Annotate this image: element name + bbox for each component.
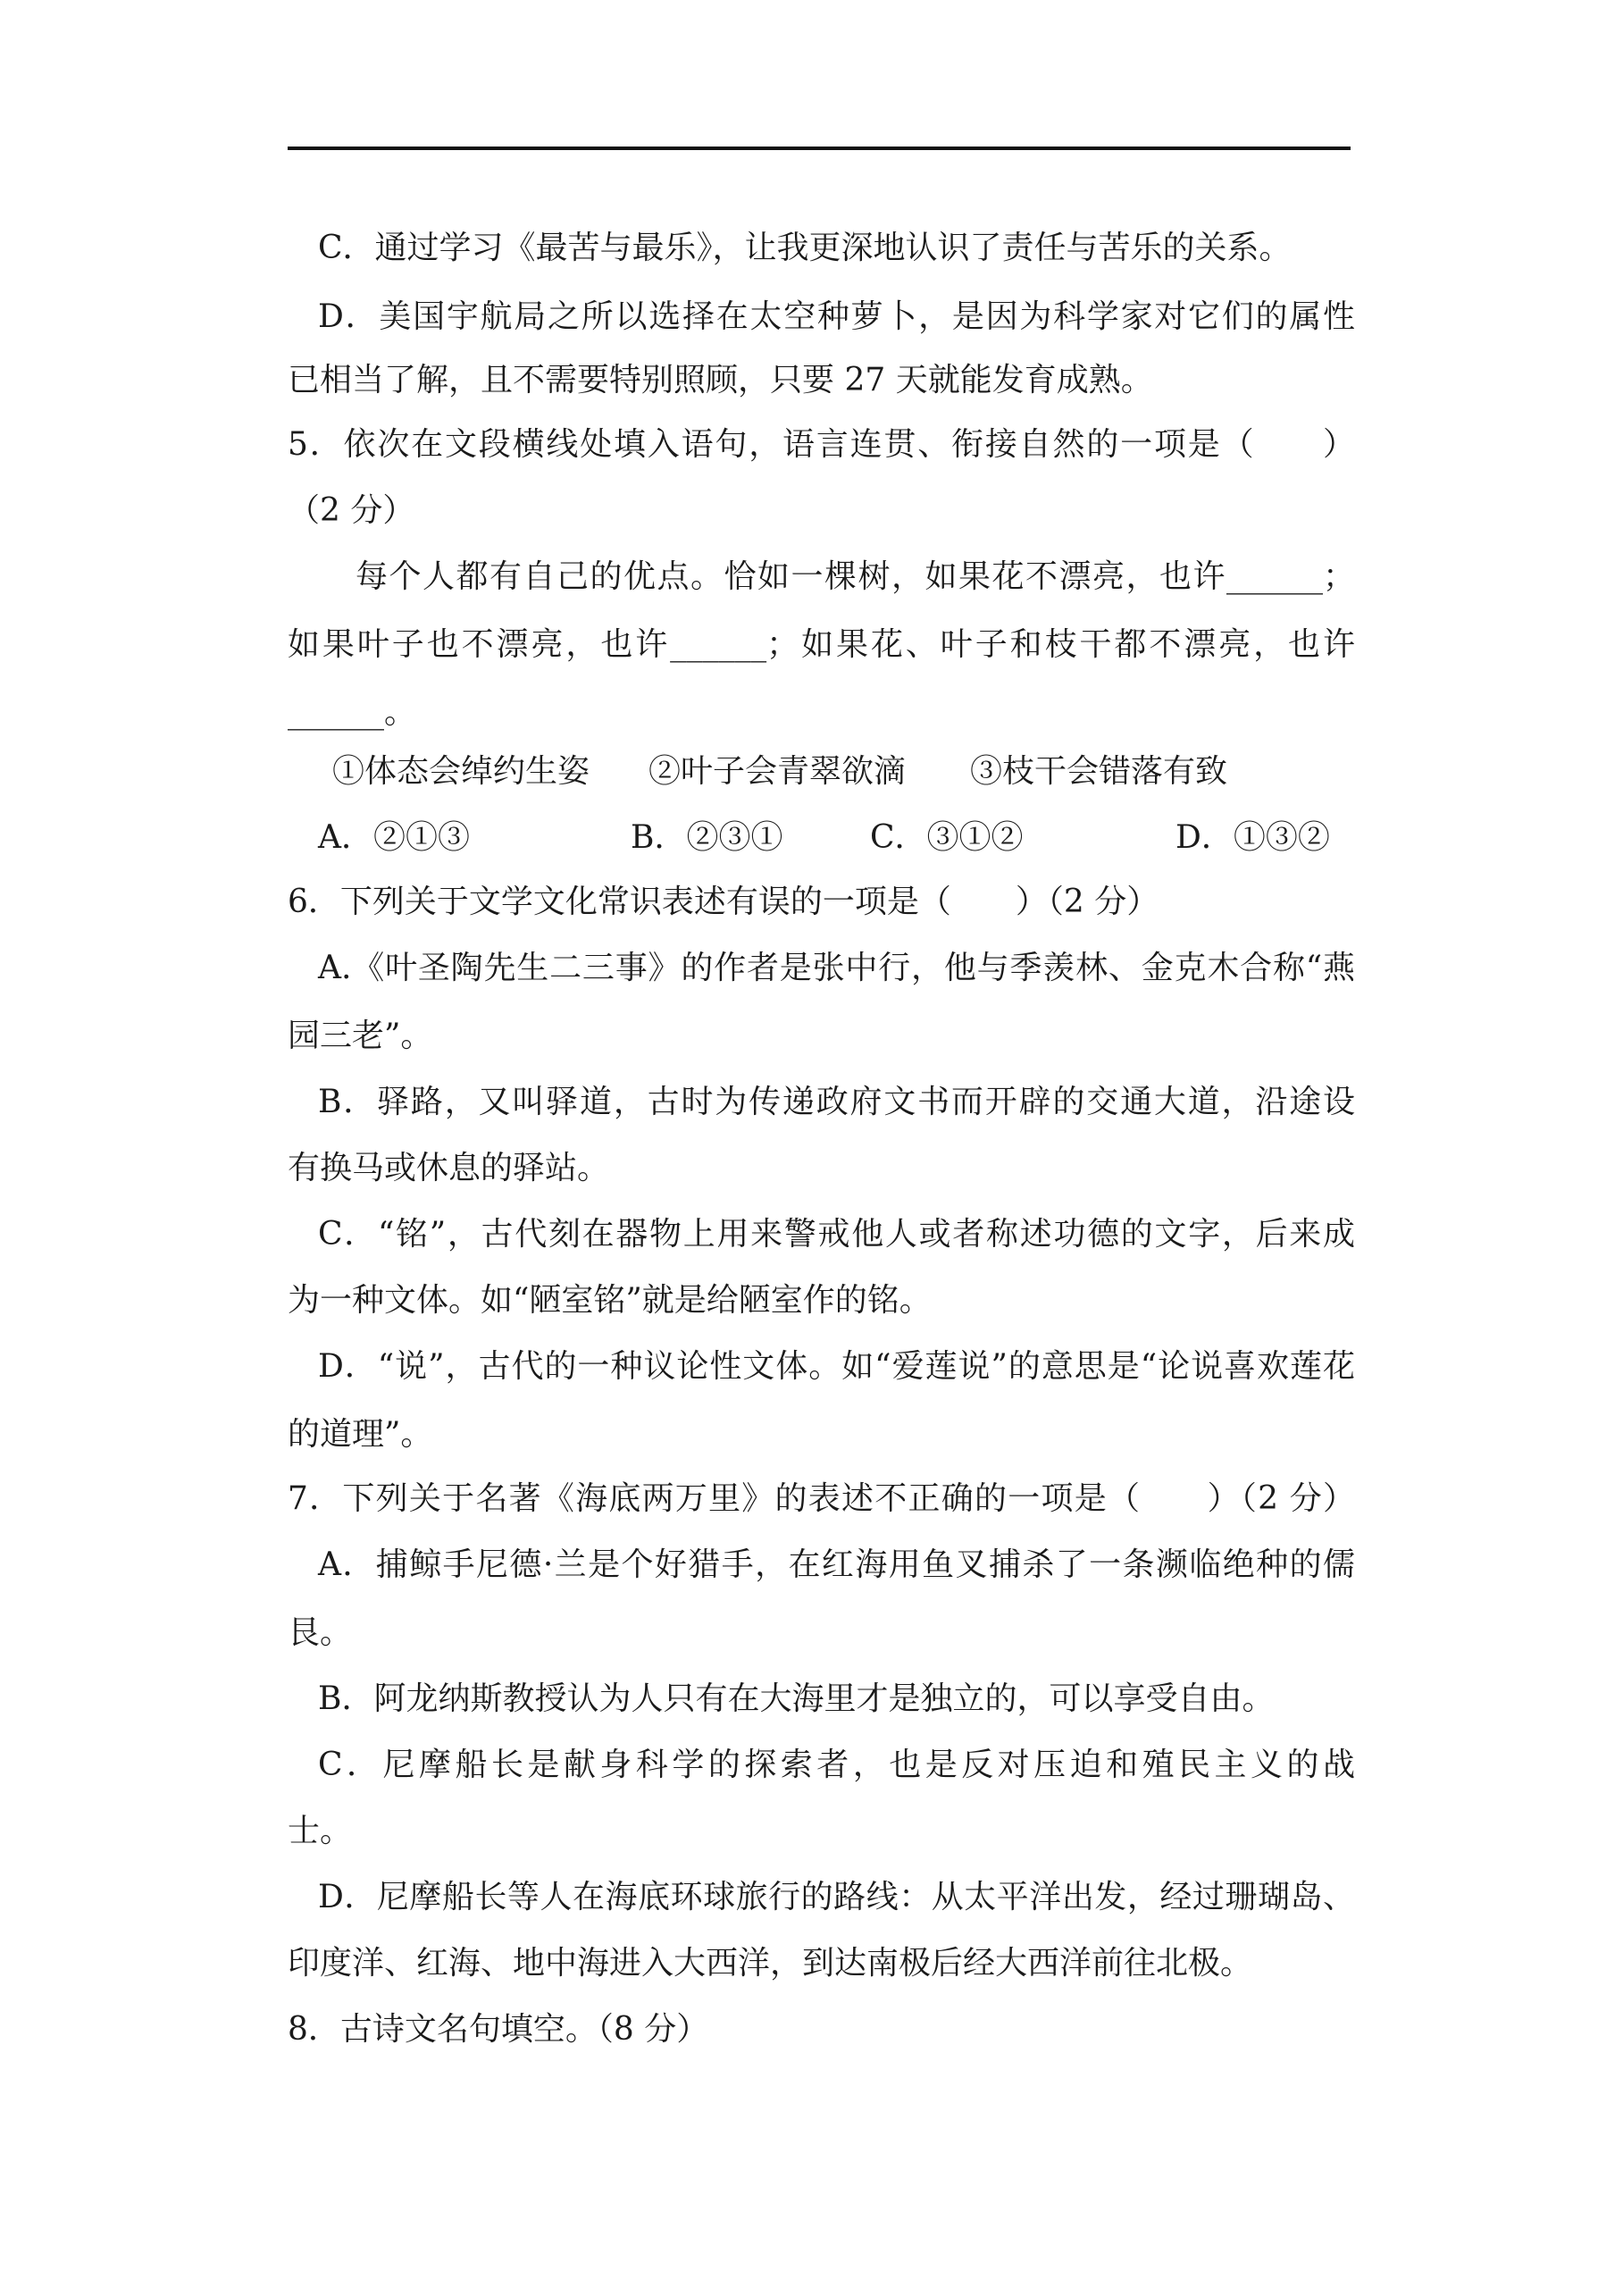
q5-phrase-3: ③枝干会错落有致 <box>970 753 1228 790</box>
q5-stem-line1: 5．依次在文段横线处填入语句，语言连贯、衔接自然的一项是（ ） <box>288 426 1355 463</box>
q4-option-d-line1: D．美国宇航局之所以选择在太空种萝卜，是因为科学家对它们的属性 <box>318 298 1355 335</box>
q5-phrase-list <box>288 750 1355 793</box>
q5-options <box>288 817 1355 859</box>
header-rule <box>288 147 1351 150</box>
q5-option-d: D．①③② <box>1175 819 1330 856</box>
q7-option-c-line1: C．尼摩船长是献身科学的探索者，也是反对压迫和殖民主义的战 <box>318 1747 1355 1783</box>
q7-option-a-line2: 艮。 <box>288 1614 353 1651</box>
q6-option-d-line1: D．“说”，古代的一种议论性文体。如“爱莲说”的意思是“论说喜欢莲花 <box>318 1348 1355 1385</box>
q5-stem-line2: （2 分） <box>288 492 415 529</box>
q7-option-d-line1: D．尼摩船长等人在海底环球旅行的路线：从太平洋出发，经过珊瑚岛、 <box>318 1879 1355 1915</box>
q6-option-c-line2: 为一种文体。如“陋室铭”就是给陋室作的铭。 <box>288 1282 932 1319</box>
q6-option-b-line1: B．驿路，又叫驿道，古时为传递政府文书而开辟的交通大道，沿途设 <box>318 1084 1355 1120</box>
q8-stem: 8．古诗文名句填空。（8 分） <box>288 2011 709 2048</box>
q6-stem: 6．下列关于文学文化常识表述有误的一项是（ ）（2 分） <box>288 884 1159 920</box>
q5-passage-line3: ______。 <box>288 694 417 731</box>
q6-option-a-line2: 园三老”。 <box>288 1018 433 1054</box>
q4-option-d-line2: 已相当了解，且不需要特别照顾，只要 27 天就能发育成熟。 <box>288 362 1153 398</box>
q6-option-b-line2: 有换马或休息的驿站。 <box>288 1150 610 1186</box>
q5-phrase-2: ②叶子会青翠欲滴 <box>648 753 907 790</box>
q7-option-a-line1: A．捕鲸手尼德·兰是个好猎手，在红海用鱼叉捕杀了一条濒临绝种的儒 <box>318 1546 1355 1583</box>
q6-option-a-line1: A.《叶圣陶先生二三事》的作者是张中行，他与季羡林、金克木合称“燕 <box>318 950 1355 986</box>
q4-option-c: C．通过学习《最苦与最乐》，让我更深地认识了责任与苦乐的关系。 <box>318 230 1292 266</box>
q7-option-b: B．阿龙纳斯教授认为人只有在大海里才是独立的，可以享受自由。 <box>318 1680 1275 1717</box>
q7-option-d-line2: 印度洋、红海、地中海进入大西洋，到达南极后经大西洋前往北极。 <box>288 1945 1253 1982</box>
q5-passage-line2: 如果叶子也不漂亮，也许______；如果花、叶子和枝干都不漂亮，也许 <box>288 626 1355 663</box>
q5-phrase-1: ①体态会绰约生姿 <box>332 753 590 790</box>
q5-option-b: B．②③① <box>631 819 783 856</box>
q7-stem: 7．下列关于名著《海底两万里》的表述不正确的一项是（ ）（2 分） <box>288 1480 1355 1517</box>
q6-option-c-line1: C．“铭”，古代刻在器物上用来警戒他人或者称述功德的文字，后来成 <box>318 1216 1355 1253</box>
q7-option-c-line2: 士。 <box>288 1813 353 1849</box>
q5-passage-line1: 每个人都有自己的优点。恰如一棵树，如果花不漂亮，也许______； <box>356 558 1355 595</box>
q5-option-a: A．②①③ <box>318 819 470 856</box>
q5-option-c: C．③①② <box>870 819 1024 856</box>
q6-option-d-line2: 的道理”。 <box>288 1416 433 1453</box>
